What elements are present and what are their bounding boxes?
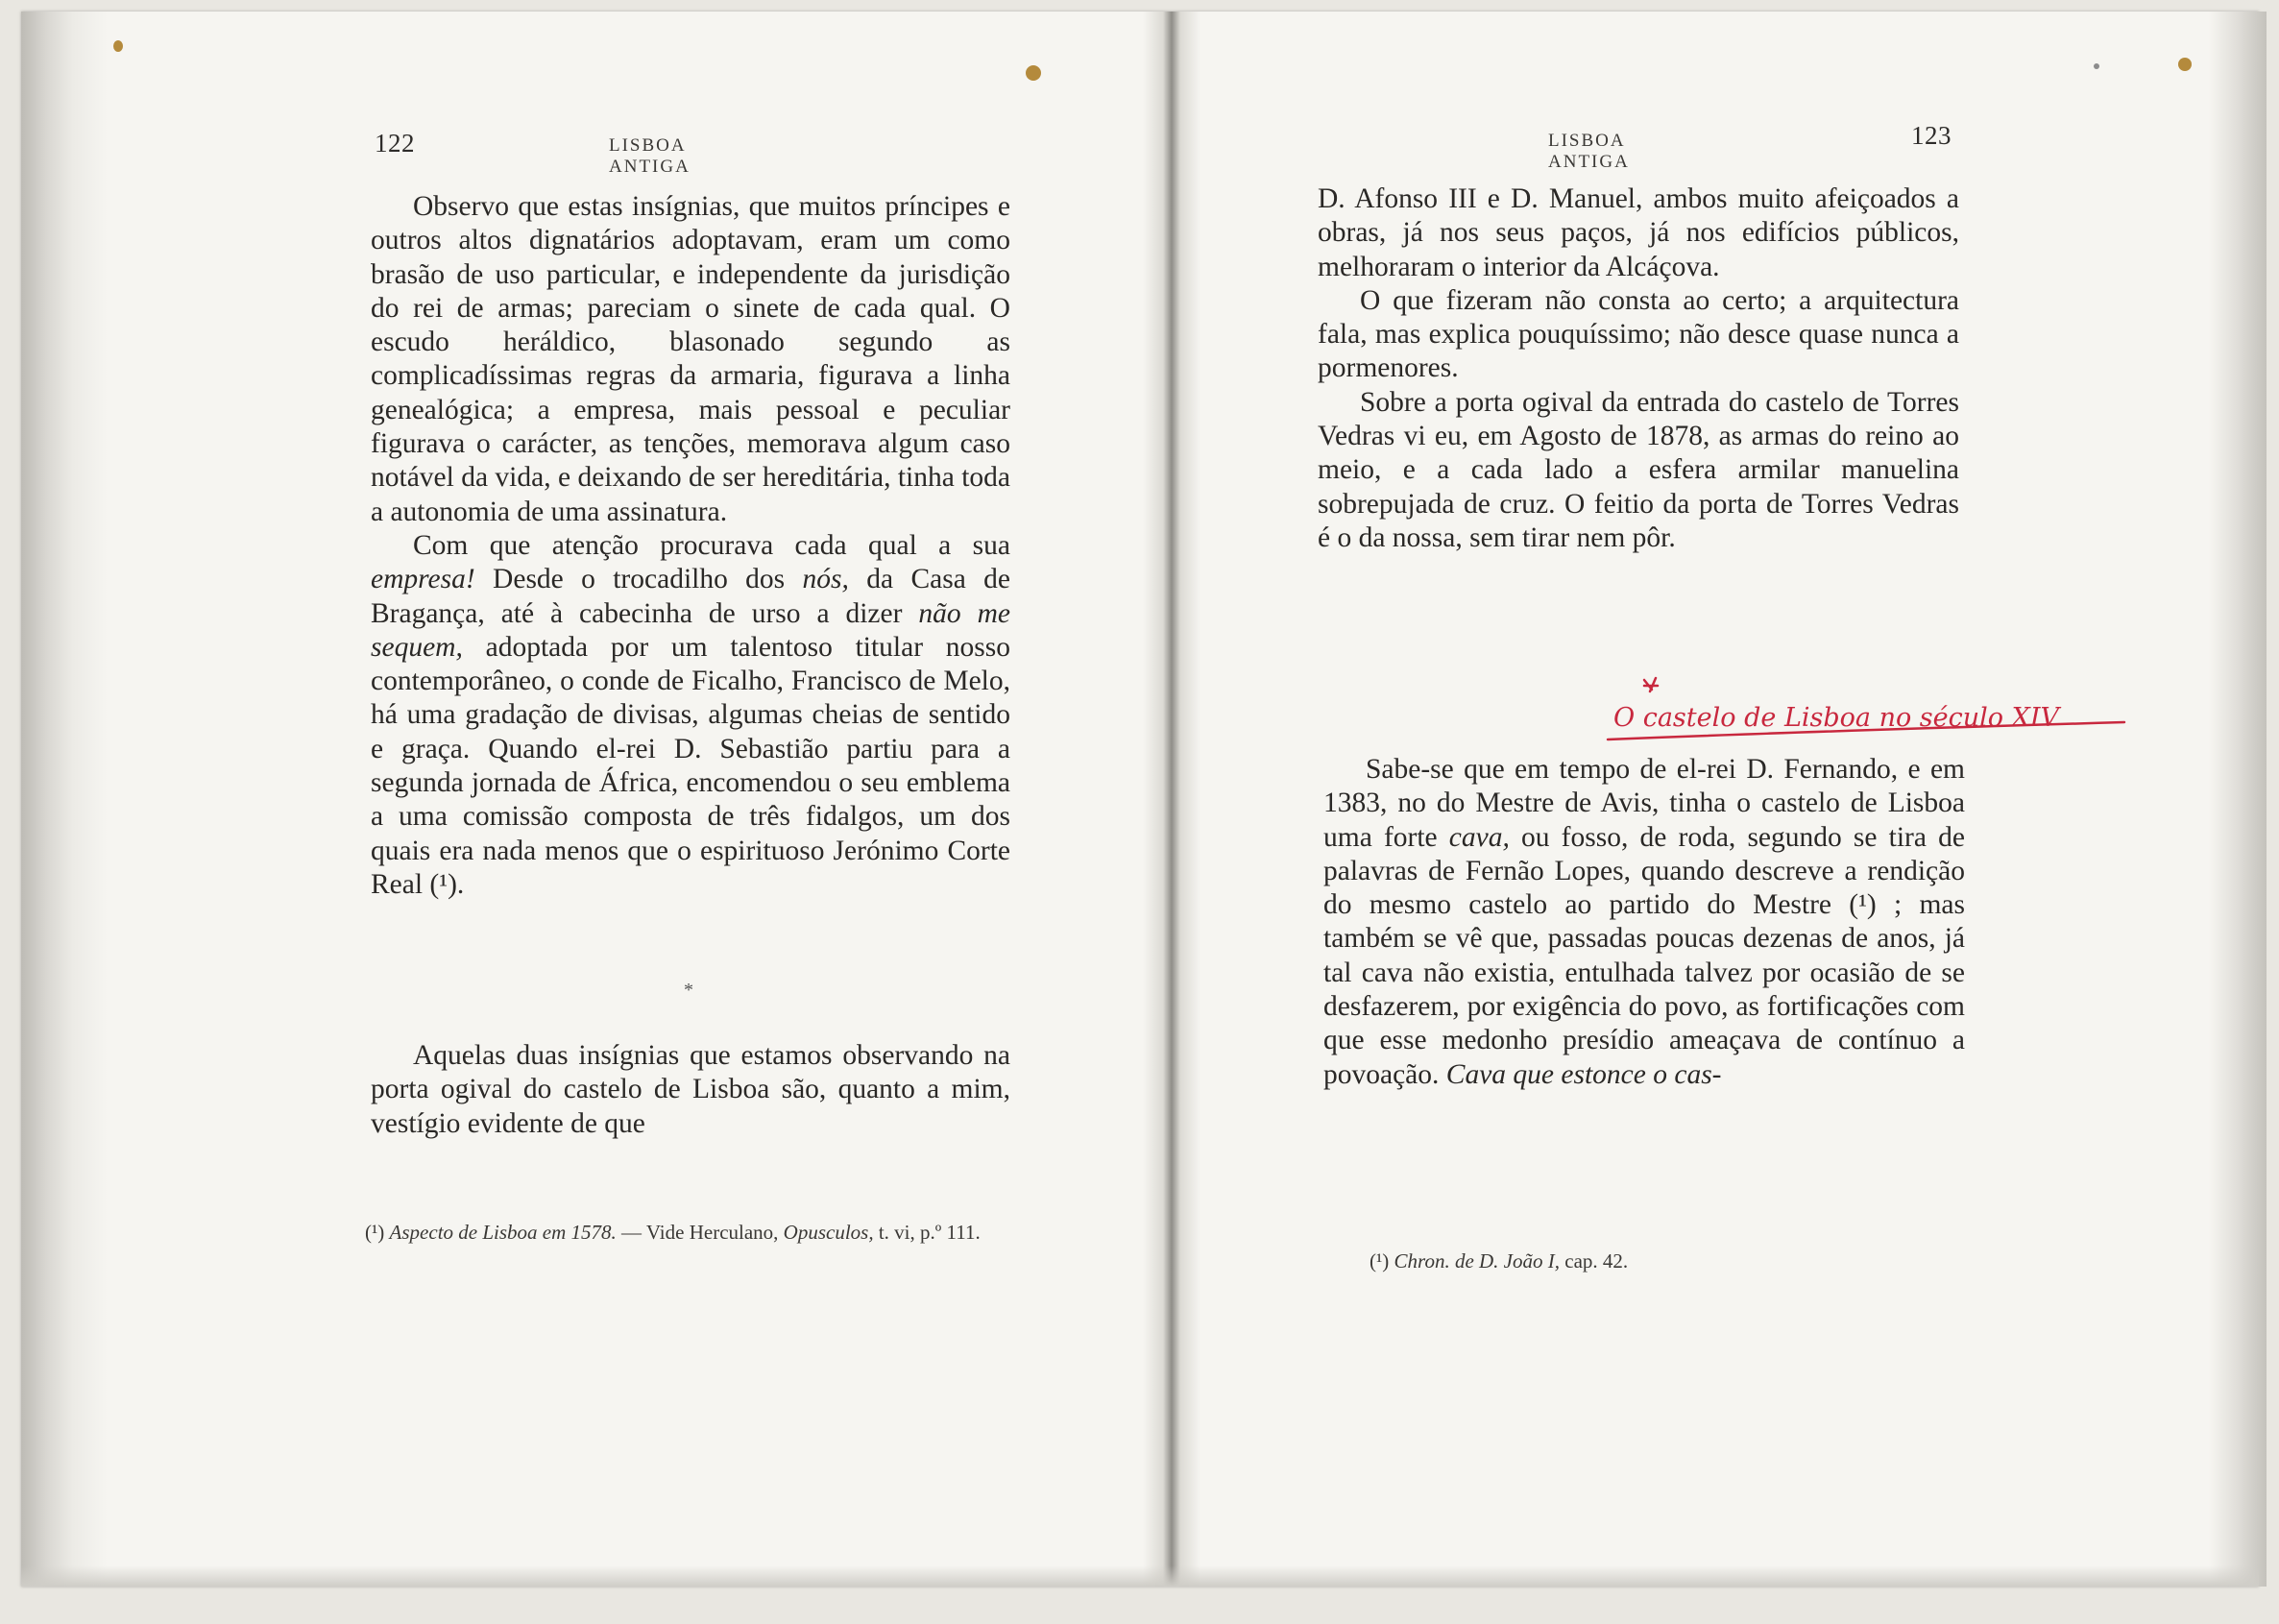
right-paragraph-4 <box>1323 753 1965 1092</box>
left-footnote <box>365 1218 1010 1248</box>
left-paragraph-1: Observo que estas insígnias, que muitos príncipes e outros altos dignatários adoptavam, eram um como brasão de uso particular, e independente da jurisdição do rei de armas; pareciam o sinete de cada qual. O escudo heráldico, blasonado segundo as complicadíssimas regras da armaria, figurava a linha genealógica; a empresa, mais pessoal e peculiar figurava o carácter, as tenções, memorava algum caso notável da vida, e deixando de ser hereditária, tinha toda a autonomia de uma assinatura. <box>371 191 1010 527</box>
right-paragraph-1: D. Afonso III e D. Manuel, ambos muito afeiçoados a obras, já nos seus paços, já nos edifícios públicos, melhoraram o interior da Alcáçova. <box>1318 183 1959 282</box>
left-body-text-2 <box>371 1039 1010 1141</box>
right-paragraph-3: Sobre a porta ogival da entrada do castelo de Torres Vedras vi eu, em Agosto de 1878, as armas do reino ao meio, e a cada lado a esfera armilar manuelina sobrepujada de cruz. O feitio da porta de Torres Vedras é o da nossa, sem tirar nem pôr. <box>1318 386 1959 553</box>
italic-run: cava, <box>1448 821 1510 853</box>
text-run: da Casa de Bragança, até à cabecinha de urso a dizer <box>371 564 1010 629</box>
italic-run: nós, <box>802 564 849 595</box>
text-run: adoptada por um talentoso titular nosso contemporâneo, o conde de Ficalho, Francisco de Melo, há uma gradação de divisas, algumas cheias de sentido e graça. Quando el-rei D. Sebastião partiu para a segunda jornada de África, encomendou o seu emblema a uma comissão composta de três fidalgos, um dos quais era nada menos que o espirituoso Jerónimo Corte Real (¹). <box>371 631 1010 900</box>
speck <box>1026 65 1041 81</box>
italic-run: Cava que estonce o cas- <box>1445 1058 1722 1090</box>
text-run: Desde o trocadilho dos <box>474 564 803 595</box>
footnote-italic: Chron. de D. João I, <box>1394 1249 1560 1273</box>
annotation-mark <box>1644 678 1658 691</box>
right-page-edge-shadow <box>2209 12 2267 1587</box>
text-run: Sabe-se que em tempo de el-rei D. Fernando, e em 1383, no do Mestre de Avis, tinha o castelo de Lisboa uma forte <box>1323 754 1965 853</box>
footnote-marker: (¹) <box>1370 1249 1390 1273</box>
footnote-text: t. vi, p.º 111. <box>873 1221 981 1244</box>
handwritten-note-text: O castelo de Lisboa no século XIV <box>1613 703 2060 733</box>
bottom-edge-shadow <box>21 1565 2259 1587</box>
handwritten-annotation <box>1606 674 2144 761</box>
footnote-italic: Opusculos, <box>783 1221 874 1244</box>
left-paragraph-2 <box>371 529 1010 902</box>
left-running-title: LISBOA ANTIGA <box>609 135 691 177</box>
text-run: ou fosso, de roda, segundo se tira de palavras de Fernão Lopes, quando descreve a rendição do mesmo castelo ao partido do Mestre (¹) ; mas também se vê que, passadas poucas dezenas de anos, já tal cava não existia, entulhada talvez por ocasião de se desfazerem, por exigência do povo, as fortificações com que esse medonho presídio ameaçava de contínuo a povoação. <box>1323 821 1965 1090</box>
speck <box>2094 63 2099 69</box>
right-running-title: LISBOA ANTIGA <box>1548 131 1630 172</box>
footnote-text: cap. 42. <box>1560 1249 1629 1273</box>
footnote-marker: (¹) <box>365 1221 385 1244</box>
right-footnote <box>1370 1247 1965 1276</box>
footnote-text: — Vide Herculano, <box>616 1221 784 1244</box>
right-paragraph-2: O que fizeram não consta ao certo; a arquitectura fala, mas explica pouquíssimo; não desce quase nunca a pormenores. <box>1318 284 1959 384</box>
footnote-italic: Aspecto de Lisboa em 1578. <box>389 1221 617 1244</box>
speck <box>2178 58 2192 71</box>
right-body-text <box>1318 182 1959 555</box>
text-run: Com que atenção procurava cada qual a sua <box>413 529 1010 561</box>
left-body-text <box>371 190 1010 902</box>
italic-run: não me sequem, <box>371 597 1010 663</box>
italic-run: empresa! <box>371 564 475 595</box>
right-page-number: 123 <box>1911 121 1952 150</box>
left-page-edge-shadow <box>21 12 108 1587</box>
right-body-text-2 <box>1323 753 1965 1092</box>
book-gutter <box>1143 12 1200 1587</box>
section-separator-asterisk: * <box>684 980 693 1001</box>
speck <box>113 40 123 52</box>
left-page-number: 122 <box>375 129 415 158</box>
left-paragraph-3: Aquelas duas insígnias que estamos observando na porta ogival do castelo de Lisboa são, quanto a mim, vestígio evidente de que <box>371 1040 1010 1139</box>
